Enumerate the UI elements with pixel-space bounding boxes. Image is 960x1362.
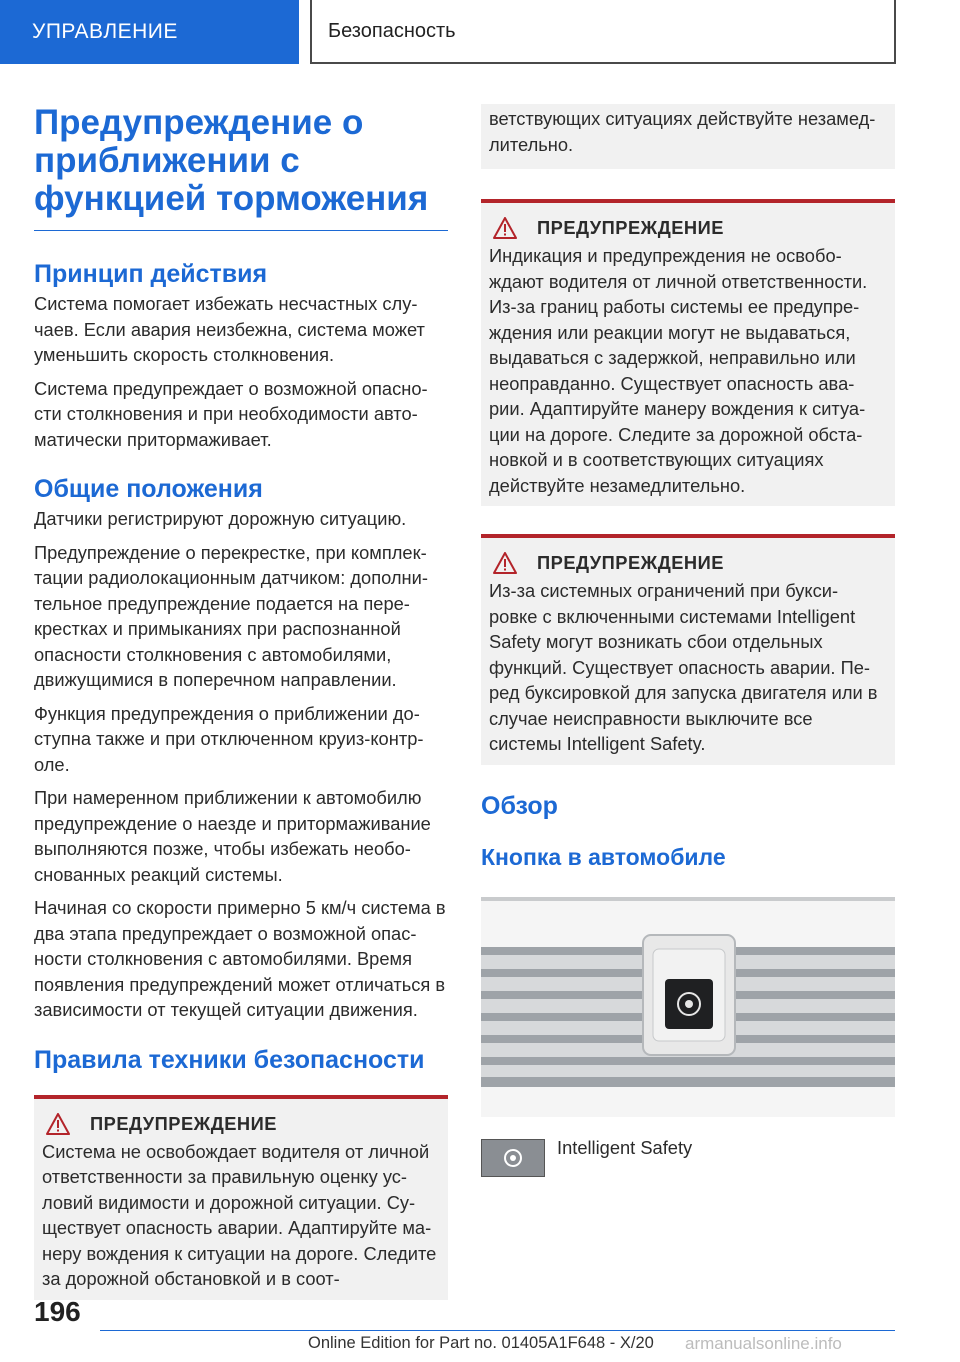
warning-title-2: ПРЕДУПРЕЖДЕНИЕ [537,217,724,238]
page-number: 196 [34,1296,81,1327]
general-paragraph-2: Предупреждение о перекрестке, при комплек-тации радиолокационным датчиком: дополни-тельное предупреждение подается на пере-крестках и примыканиях при распознанной опасности столкновения с автомобилями, движущимися в поперечном направлении. [34,541,428,690]
general-heading: Общие положения [34,475,263,503]
warning-box-2 [481,199,895,506]
intelligent-safety-symbol-icon [502,1147,524,1169]
legend-row [481,1136,895,1177]
header-chapter-label: Безопасность [310,0,896,64]
air-vent-with-button-illustration [481,897,895,1117]
warning-box-1-continued [481,104,895,169]
header-section-label: УПРАВЛЕНИЕ [0,0,299,64]
warning-heading-3 [489,552,885,574]
warning-text-1-continued: ветствующих ситуациях действуйте незамед-лительно. [489,108,876,155]
watermark: armanualsonline.info [685,1334,842,1353]
general-paragraph-4: При намеренном приближении к автомобилю предупреждение о наезде и притормаживание выполняются позже, чтобы избежать необо-снованных реакций системы. [34,787,431,885]
safety-heading: Правила техники безопасности [34,1045,425,1074]
warning-title-1: ПРЕДУПРЕЖДЕНИЕ [90,1112,277,1134]
right-column [481,104,895,1177]
intelligent-safety-icon [481,1139,545,1177]
button-heading: Кнопка в автомобиле [481,843,726,870]
warning-text-2: Индикация и предупреждения не освобо-ждают водителя от личной ответственности. Из-за границ работы системы ее предупре-ждения или реакции могут не выдаваться, выдаваться с задержкой, неправильно или неоправданно. Существует опасность ава-рии. Адаптируйте манеру вождения к ситуа-ции на дороге. Следите за дорожной обста-новкой и в соответствующих ситуациях действуйте незамедлительно. [489,245,868,496]
principle-heading: Принцип действия [34,260,268,288]
warning-text-3: Из-за системных ограничений при букси-ровке с включенными системами Intelligent Safety могут возникать сбои отдельных функций. Существует опасность аварии. Пе-ред буксировкой для запуска двигателя или в случае неисправности выключите все системы Intelligent Safety. [489,580,878,754]
warning-triangle-icon [493,552,517,574]
principle-paragraph-2: Система предупреждает о возможной опасно-сти столкновения и при необходимости авто-матически притормаживает. [34,377,428,450]
general-paragraph-3: Функция предупреждения о приближении до-ступна также и при отключенном круиз-контр-оле. [34,702,424,775]
left-column [34,104,448,1300]
legend-label: Intelligent Safety [557,1136,693,1158]
warning-triangle-icon [46,1113,70,1135]
warning-box-1 [34,1095,448,1300]
warning-title-3: ПРЕДУПРЕЖДЕНИЕ [537,552,724,573]
general-paragraph-1: Датчики регистрируют дорожную ситуацию. [34,508,407,529]
warning-heading-2 [489,217,885,239]
footer-divider [100,1330,895,1331]
principle-paragraph-1: Система помогает избежать несчастных слу-чаев. Если авария неизбежна, система может уменьшить скорость столкновения. [34,293,425,365]
page-title: Предупреждение о приближении с функцией торможения [34,104,448,231]
warning-heading-1 [42,1113,438,1135]
warning-triangle-icon [493,217,517,239]
vehicle-button-photo [481,897,895,1117]
warning-box-3 [481,534,895,765]
general-paragraph-5: Начиная со скорости примерно 5 км/ч система в два этапа предупреждает о возможной опас-ности столкновения с автомобилями. Время появления предупреждений может отличаться в зависимости от текущей ситуации движения. [34,897,446,1020]
warning-text-1: Система не освобождает водителя от личной ответственности за правильную оценку ус-ловий видимости и дорожной ситуации. Су-ществует опасность аварии. Адаптируйте ма-неру вождения к ситуации на дороге. Следите за дорожной обстановкой и в соот- [42,1140,437,1289]
footer-edition-text: Online Edition for Part no. 01405A1F648 - X/20 [308,1334,654,1352]
overview-heading: Обзор [481,791,558,820]
